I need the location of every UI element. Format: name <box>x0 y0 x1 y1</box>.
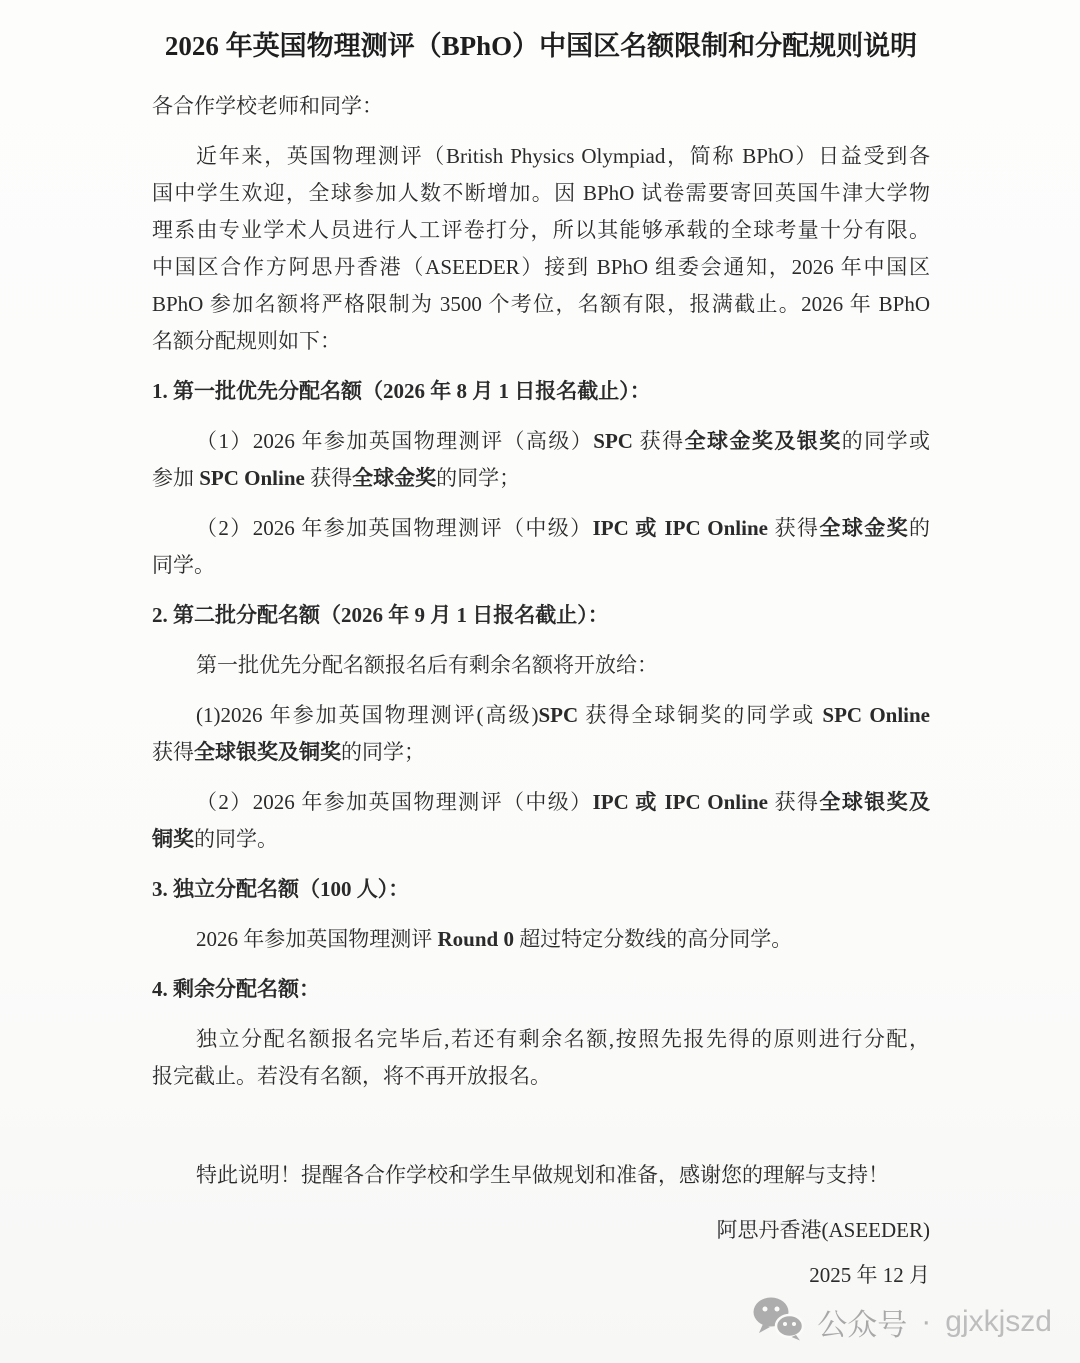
paragraph <box>152 510 930 584</box>
section-heading <box>152 373 930 410</box>
text-line: 理系由专业学术人员进行人工评卷打分，所以其能够承载的全球考量十分有限。 <box>152 218 930 242</box>
text-line: BPhO 参加名额将严格限制为 3500 个考位，名额有限，报满截止。2026 年 BPhO <box>152 292 930 316</box>
text-line: 第一批优先分配名额报名后有剩余名额将开放给： <box>196 653 658 677</box>
footer-label: 公众号 <box>817 1309 908 1342</box>
text-line: 2026 年参加英国物理测评 Round 0 超过特定分数线的高分同学。 <box>196 927 793 951</box>
section-heading <box>152 871 930 908</box>
text-line: 3. 独立分配名额（100 人）： <box>152 877 410 901</box>
section-heading <box>152 971 930 1008</box>
paragraph <box>152 784 930 858</box>
text-line: （1）2026 年参加英国物理测评（高级）SPC 获得全球金奖及银奖的同学或 <box>196 429 931 453</box>
text-line: 各合作学校老师和同学： <box>152 94 383 118</box>
closing-note <box>152 1157 930 1194</box>
text-line: （2）2026 年参加英国物理测评（中级）IPC 或 IPC Online 获得全球银奖及 <box>196 790 931 814</box>
text-line: 特此说明！提醒各合作学校和学生早做规划和准备，感谢您的理解与支持！ <box>196 1163 889 1187</box>
date-line <box>152 1257 930 1294</box>
wechat-icon <box>751 1295 805 1349</box>
page-title: 2026 年英国物理测评（BPhO）中国区名额限制和分配规则说明 <box>164 31 918 61</box>
paragraph <box>152 697 930 771</box>
text-line: 独立分配名额报名完毕后,若还有剩余名额,按照先报先得的原则进行分配， <box>196 1027 930 1051</box>
text-line: 国中学生欢迎，全球参加人数不断增加。因 BPhO 试卷需要寄回英国牛津大学物 <box>152 181 930 205</box>
text-line: 参加 SPC Online 获得全球金奖的同学； <box>152 466 521 490</box>
salutation <box>152 88 930 125</box>
text-line: 4. 剩余分配名额： <box>152 977 320 1001</box>
footer-account: gjxkjszd <box>945 1305 1052 1338</box>
paragraph <box>152 921 930 958</box>
wechat-footer <box>751 1295 1052 1349</box>
paragraph <box>152 138 930 360</box>
paragraph <box>152 1021 930 1095</box>
text-line: 同学。 <box>152 553 215 577</box>
text-line: 2025 年 12 月 <box>809 1263 930 1287</box>
text-line: 1. 第一批优先分配名额（2026 年 8 月 1 日报名截止）： <box>152 379 651 403</box>
section-heading <box>152 597 930 634</box>
paragraph <box>152 647 930 684</box>
text-line: (1)2026 年参加英国物理测评(高级)SPC 获得全球铜奖的同学或 SPC Online <box>196 703 931 727</box>
text-line: 2. 第二批分配名额（2026 年 9 月 1 日报名截止）： <box>152 603 609 627</box>
text-line: 报完截止。若没有名额，将不再开放报名。 <box>152 1064 551 1088</box>
text-line: 近年来，英国物理测评（British Physics Olympiad，简称 BPhO）日益受到各 <box>196 144 930 168</box>
document-body <box>152 88 930 1294</box>
text-line: 阿思丹香港(ASEEDER) <box>716 1218 930 1242</box>
signature <box>152 1212 930 1249</box>
text-line: 名额分配规则如下： <box>152 329 341 353</box>
text-line: 获得全球银奖及铜奖的同学； <box>152 740 425 764</box>
paragraph <box>152 423 930 497</box>
text-line: 铜奖的同学。 <box>152 827 278 851</box>
footer-separator: · <box>921 1305 932 1338</box>
text-line: 中国区合作方阿思丹香港（ASEEDER）接到 BPhO 组委会通知，2026 年中国区 <box>152 255 930 279</box>
text-line: （2）2026 年参加英国物理测评（中级）IPC 或 IPC Online 获得全球金奖的 <box>196 516 931 540</box>
